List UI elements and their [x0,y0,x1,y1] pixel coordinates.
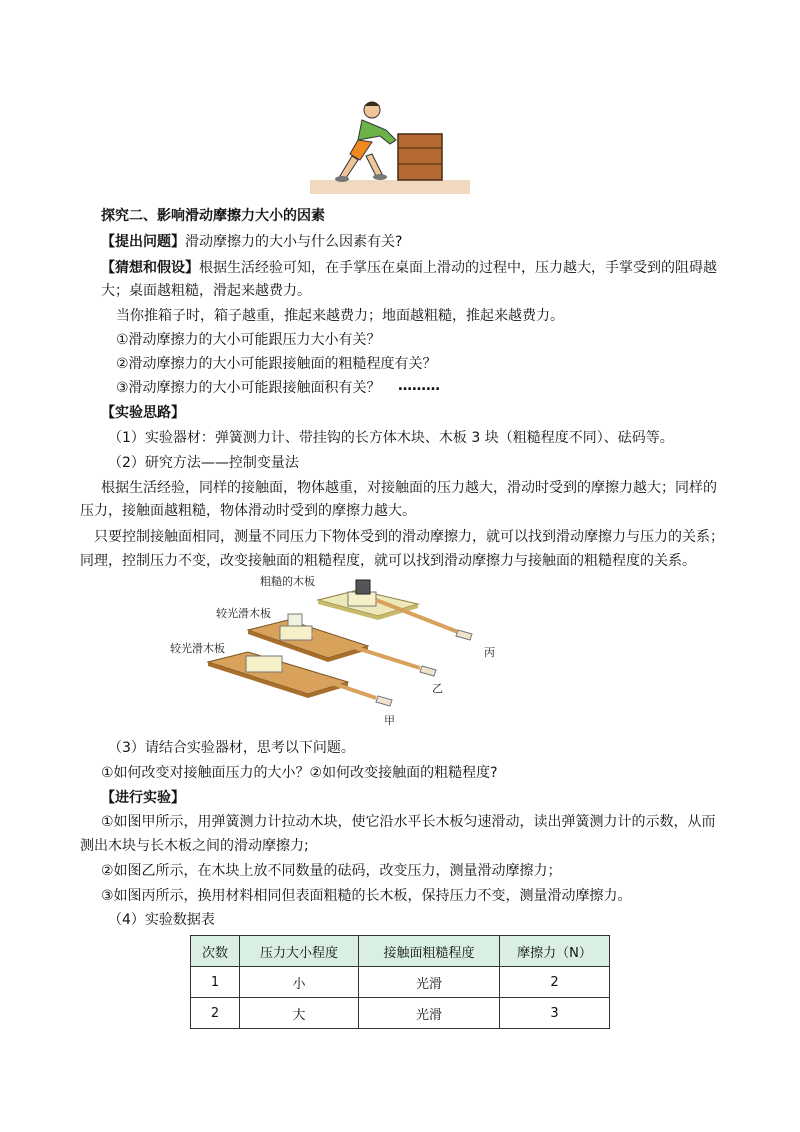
ground [310,180,470,194]
procedure-step-2: ②如图乙所示，在木块上放不同数量的砝码，改变压力，测量滑动摩擦力； [101,863,562,879]
procedure-tag: 【进行实验】 [101,790,185,806]
friction-experiment-figure [168,572,528,732]
hypothesis-line-1: 根据生活经验可知，在手掌压在桌面上滑动的过程中，压力越大，手掌受到的阻碍越 [199,260,717,276]
idea-paragraph-4a: 只要控制接触面相同，测量不同压力下物体受到的滑动摩擦力，就可以找到滑动摩擦力与压力的关系； [94,529,724,545]
label-yi: 乙 [432,682,443,695]
wooden-box [398,134,442,180]
table-cell: 2 [191,998,240,1029]
idea-paragraph-3b: 压力，接触面越粗糙，物体滑动时受到的摩擦力越大。 [80,503,416,519]
procedure-step-1b: 测出木块与长木板之间的滑动摩擦力; [80,838,309,854]
idea-materials: （1）实验器材：弹簧测力计、带挂钩的长方体木块、木板 3 块（粗糙程度不同）、砝码等。 [108,430,674,446]
table-cell: 3 [500,998,610,1029]
hypothesis-ellipsis: ……… [398,378,440,394]
table-row [191,998,610,1029]
questions-intro: （3）请结合实验器材，思考以下问题。 [108,740,355,756]
table-cell: 1 [191,967,240,998]
column-header: 接触面粗糙程度 [359,936,500,967]
question-tag: 【提出问题】 [101,234,185,250]
table-cell: 2 [500,967,610,998]
label-bing: 丙 [484,646,495,659]
column-header: 次数 [191,936,240,967]
question-paragraph [101,232,402,252]
label-smooth-board-2: 较光滑木板 [170,642,225,655]
hypothesis-item-2: ②滑动摩擦力的大小可能跟接触面的粗糙程度有关？ [116,356,437,372]
hypothesis-item-1: ①滑动摩擦力的大小可能跟压力大小有关？ [116,332,381,348]
table-header-row [191,936,610,967]
weight-yi [288,614,302,626]
label-smooth-board-1: 较光滑木板 [216,607,271,620]
label-jia: 甲 [384,714,395,727]
question-text: 滑动摩擦力的大小与什么因素有关? [185,234,403,250]
data-table [190,935,610,1029]
label-rough-board: 粗糙的木板 [260,575,315,588]
idea-method: （2）研究方法——控制变量法 [108,455,299,471]
block-jia [246,656,282,672]
table-cell: 大 [240,998,359,1029]
hypothesis-line-3: 当你推箱子时，箱子越重，推起来越费力；地面越粗糙，推起来越费力。 [116,308,564,324]
table-cell: 光滑 [359,967,500,998]
hypothesis-item-3: ③滑动摩擦力的大小可能跟接触面积有关？ [116,380,381,396]
weight-bing [356,580,370,594]
table-row [191,967,610,998]
hypothesis-tag: 【猜想和假设】 [101,260,199,276]
procedure-step-3: ③如图丙所示，换用材料相同但表面粗糙的长木板，保持压力不变，测量滑动摩擦力。 [101,888,632,904]
column-header: 摩擦力（N） [500,936,610,967]
questions-items: ①如何改变对接触面压力的大小？②如何改变接触面的粗糙程度? [101,765,498,781]
hypothesis-line-2: 大；桌面越粗糙，滑起来越费力。 [101,283,311,299]
column-header: 压力大小程度 [240,936,359,967]
table-cell: 小 [240,967,359,998]
idea-paragraph-3a: 根据生活经验，同样的接触面，物体越重，对接触面的压力越大，滑动时受到的摩擦力越大；同样的 [101,480,717,496]
table-cell: 光滑 [359,998,500,1029]
block-yi [280,626,312,640]
idea-tag: 【实验思路】 [101,405,185,421]
hypothesis-paragraph [101,258,717,278]
idea-paragraph-4b: 同理，控制压力不变，改变接触面的粗糙程度，就可以找到滑动摩擦力与接触面的粗糙程度的关系。 [80,553,696,569]
procedure-step-1a: ①如图甲所示，用弹簧测力计拉动木块，使它沿水平长木板匀速滑动，读出弹簧测力计的示数，从而 [101,814,716,830]
section-title: 探究二、影响滑动摩擦力大小的因素 [101,208,325,224]
boy-pushing-box-illustration [310,96,470,198]
data-table-caption: （4）实验数据表 [108,912,215,928]
